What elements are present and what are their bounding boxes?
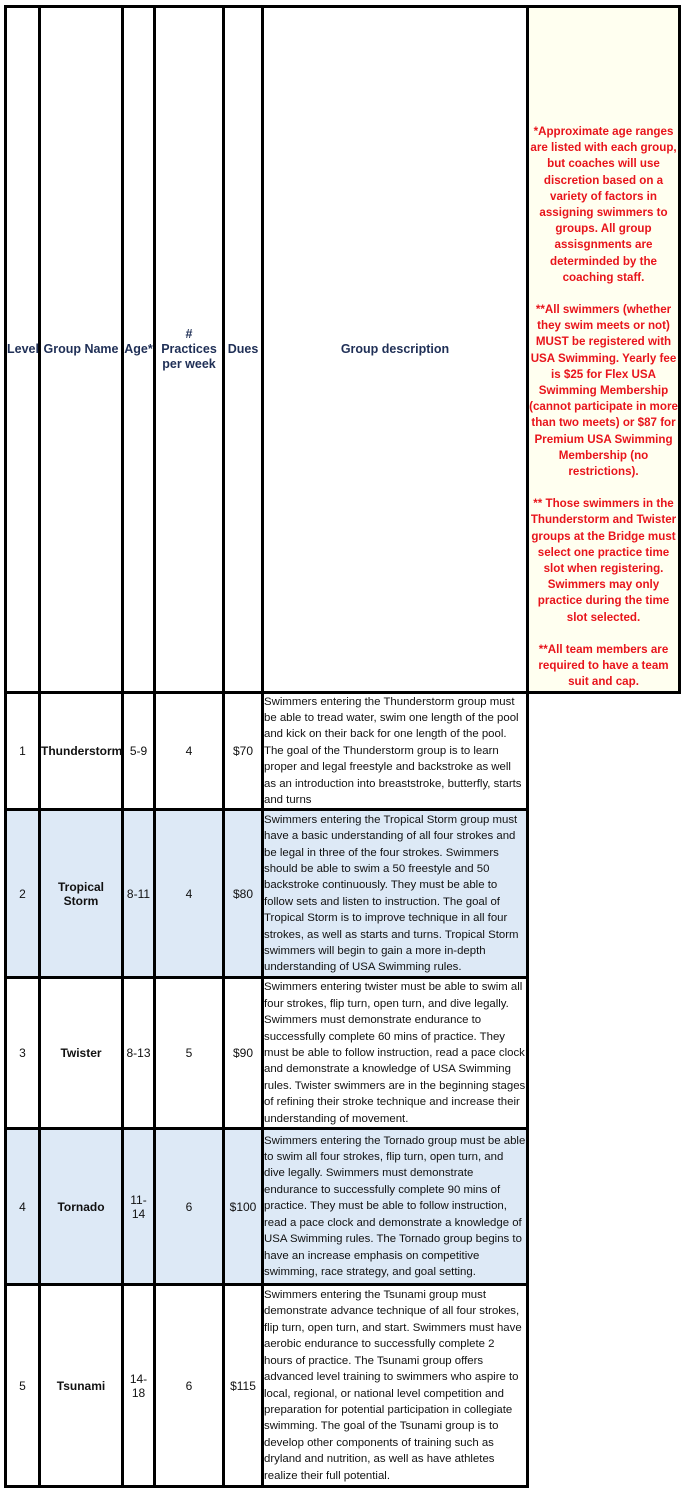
- age-cell: 5-9: [123, 692, 155, 810]
- note-team-suit: **All team members are required to have a team suit and cap.: [538, 642, 669, 689]
- group-name-cell: Tornado: [40, 1129, 123, 1285]
- age-cell: 8-11: [123, 810, 155, 978]
- dues-cell: $115: [224, 1285, 263, 1487]
- table-row: [6, 1129, 680, 1285]
- dues-cell: $100: [224, 1129, 263, 1285]
- level-cell: 2: [6, 810, 40, 978]
- level-cell: 4: [6, 1129, 40, 1285]
- table-row: [6, 692, 680, 810]
- description-cell: Swimmers entering the Tornado group must be able to swim all four strokes, flip turn, open turn, and dive legally. Swimmers must demonstrate endurance to successfully complete 90 mins of practice. They must be able to follow instruction, read a pace clock and demonstrate a knowledge of USA Swimming rules. The Tornado group begins to have an increase emphasis on competitive swimming, race strategy, and goal setting.: [263, 1129, 528, 1285]
- level-cell: 3: [6, 978, 40, 1129]
- age-cell: 8-13: [123, 978, 155, 1129]
- age-cell: 14-18: [123, 1285, 155, 1487]
- note-usa-swimming: **All swimmers (whether they swim meets or not) MUST be registered with USA Swimming. Yearly fee is $25 for Flex USA Swimming Membership (cannot participate in more than two meets) or $87 for Premium USA Swimming Membership (no restrictions).: [529, 303, 678, 479]
- table-row: [6, 978, 680, 1129]
- table-row: [6, 810, 680, 978]
- dues-cell: $80: [224, 810, 263, 978]
- note-age-ranges: *Approximate age ranges are listed with each group, but coaches will use discretion based on a variety of factors in assigning swimmers to groups. All group assisgnments are determinded by the coaching staff.: [530, 125, 677, 284]
- description-cell: Swimmers entering twister must be able to swim all four strokes, flip turn, open turn, and dive legally. Swimmers must demonstrate endurance to successfully complete 60 mins of practice. They must be able to follow instruction, read a pace clock and demonstrate a knowledge of USA Swimming rules. Twister swimmers are in the beginning stages of refining their stroke technique and increase their understanding of movement.: [263, 978, 528, 1129]
- swim-groups-table: [4, 5, 681, 1488]
- practices-cell: 4: [155, 692, 224, 810]
- level-cell: 5: [6, 1285, 40, 1487]
- notes-panel: [528, 7, 680, 693]
- description-cell: Swimmers entering the Tropical Storm group must have a basic understanding of all four strokes and be legal in three of the four strokes. Swimmers should be able to swim a 50 freestyle and 50 backstroke continuously. They must be able to follow sets and listen to instruction. The goal of Tropical Storm is to improve technique in all four strokes, as well as starts and turns. Tropical Storm swimmers will begin to gain a more in-depth understanding of USA Swimming rules.: [263, 810, 528, 978]
- header-group-name: Group Name: [40, 7, 123, 693]
- description-cell: Swimmers entering the Thunderstorm group must be able to tread water, swim one length of the pool and kick on their back for one length of the pool. The goal of the Thunderstorm group is to learn proper and legal freestyle and backstroke as well as an introduction into breaststroke, butterfly, starts and turns: [263, 692, 528, 810]
- note-time-slot: ** Those swimmers in the Thunderstorm and Twister groups at the Bridge must select one practice time slot when registering. Swimmers may only practice during the time slot selected.: [530, 497, 677, 624]
- header-description: Group description: [263, 7, 528, 693]
- header-practices: # Practices per week: [155, 7, 224, 693]
- group-name-cell: Tsunami: [40, 1285, 123, 1487]
- practices-cell: 6: [155, 1285, 224, 1487]
- group-name-cell: Twister: [40, 978, 123, 1129]
- age-cell: 11-14: [123, 1129, 155, 1285]
- group-name-cell: Tropical Storm: [40, 810, 123, 978]
- dues-cell: $90: [224, 978, 263, 1129]
- header-level: Level: [6, 7, 40, 693]
- header-row: [6, 7, 680, 693]
- description-cell: Swimmers entering the Tsunami group must demonstrate advance technique of all four strokes, flip turn, open turn, and start. Swimmers must have aerobic endurance to successfully complete 2 hours of practice. The Tsunami group offers advanced level training to swimmers who aspire to local, regional, or national level competition and preparation for potential participation in collegiate swimming. The goal of the Tsunami group is to develop other components of training such as dryland and nutrition, as well as have athletes realize their full potential.: [263, 1285, 528, 1487]
- header-age: Age*: [123, 7, 155, 693]
- level-cell: 1: [6, 692, 40, 810]
- dues-cell: $70: [224, 692, 263, 810]
- practices-cell: 5: [155, 978, 224, 1129]
- practices-cell: 6: [155, 1129, 224, 1285]
- header-dues: Dues: [224, 7, 263, 693]
- group-name-cell: Thunderstorm: [40, 692, 123, 810]
- practices-cell: 4: [155, 810, 224, 978]
- table-row: [6, 1285, 680, 1487]
